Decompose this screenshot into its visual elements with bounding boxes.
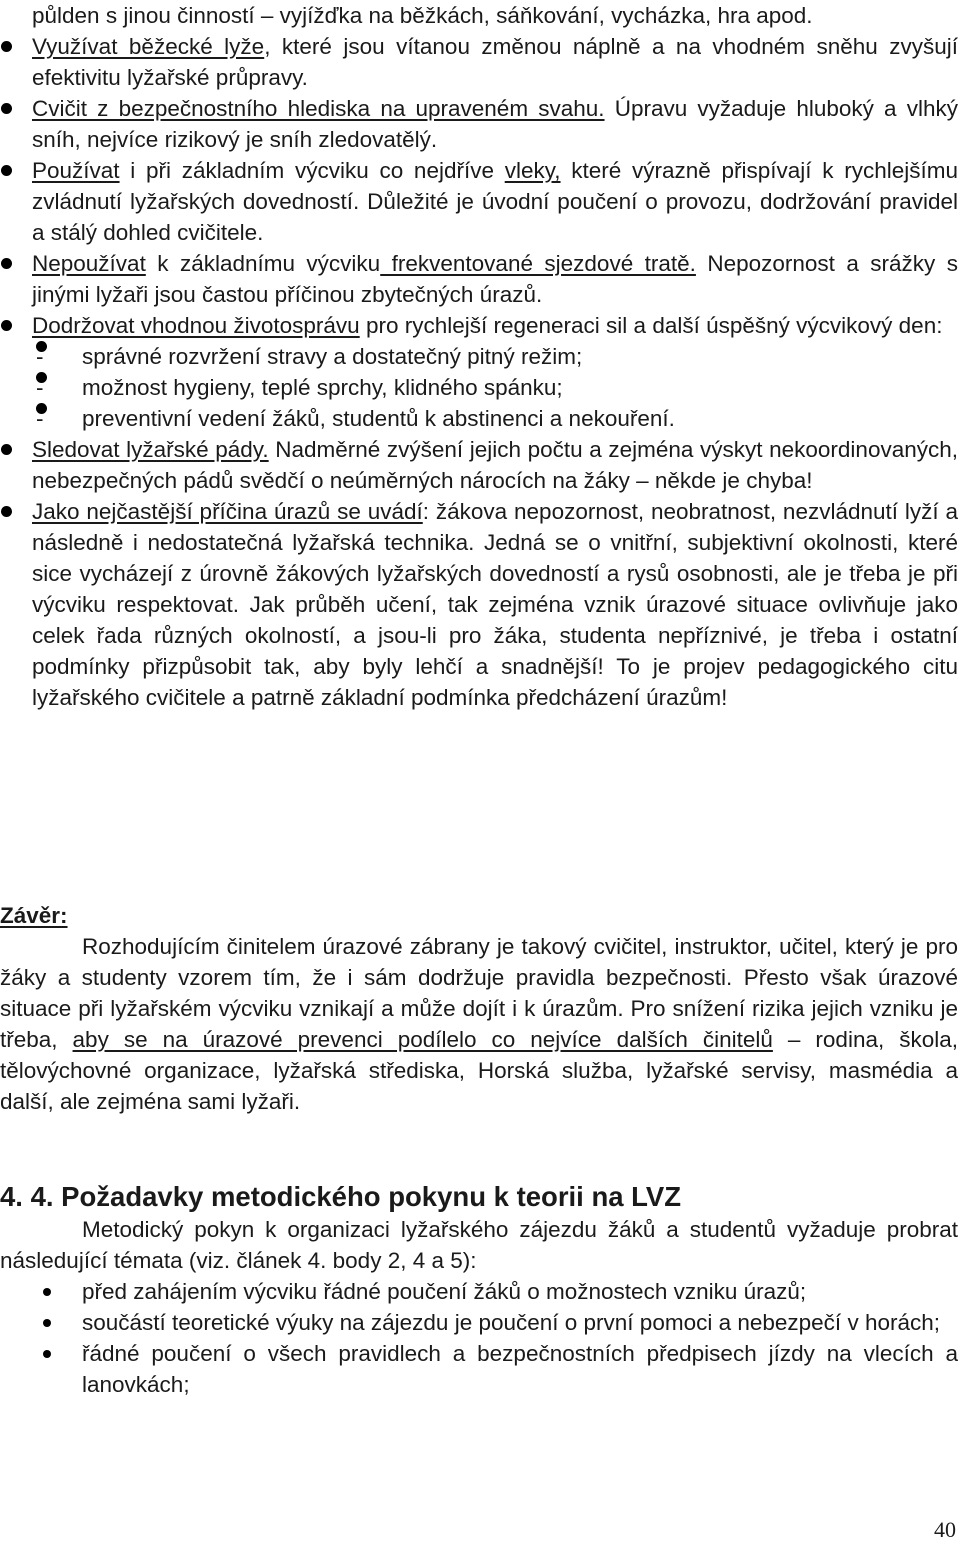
dash-item: - možnost hygieny, teplé sprchy, klidného spánku; <box>0 372 958 403</box>
rule-text <box>32 310 958 341</box>
continuation-text <box>0 0 958 31</box>
rule-item <box>0 496 958 713</box>
text-segment: i při základním výcviku co nejdříve <box>119 158 505 183</box>
rule-text <box>32 31 958 93</box>
underlined-text: Cvičit z bezpečnostního hlediska na upraveném svahu. <box>32 96 605 121</box>
text-segment: k základnímu výcviku <box>145 251 381 276</box>
topic-item: součástí teoretické výuky na zájezdu je poučení o první pomoci a nebezpečí v horách; <box>0 1307 958 1338</box>
text-segment: , které jsou vítanou změnou náplně a na vhodném sněhu zvyšují efektivitu lyžařské průpravy. <box>32 34 958 90</box>
rule-item <box>0 93 958 155</box>
page-number: 40 <box>934 1517 956 1542</box>
underlined-text: Sledovat lyžařské pády. <box>32 437 269 462</box>
rule-item <box>0 31 958 93</box>
text-segment: Rozhodujícím činitelem úrazové zábrany je takový cvičitel, instruktor, učitel, který je pro žáky a studenty vzorem tím, že i sám dodržuje pravidla bezpečnosti. Přesto však úrazové situace při lyžařském výcviku vznikají a může dojít i k úrazům. Pro snížení rizika jejich vzniku je třeba, <box>0 934 958 1052</box>
topics-list <box>0 1276 958 1400</box>
safety-rules-block <box>0 0 958 713</box>
rule-text <box>32 155 958 248</box>
underlined-text: Nepoužívat <box>32 251 146 276</box>
text-segment: Nadměrné zvýšení jejich počtu a zejména výskyt nekoordinovaných, nebezpečných pádů svědčí o neúměrných nárocích na žáky – někde je chyba! <box>32 437 958 493</box>
safety-rules-list <box>0 31 958 713</box>
text-segment: – rodina, škola, tělovýchovné organizace, lyžařská střediska, Horská služba, lyžařské servisy, masmédia a další, ale zejména sami lyžaři. <box>0 1027 958 1114</box>
rule-text <box>32 93 958 155</box>
rule-item <box>0 248 958 310</box>
rule-text <box>32 434 958 496</box>
section-heading: 4. 4. Požadavky metodického pokynu k teorii na LVZ <box>0 1181 682 1212</box>
underlined-text: Používat <box>32 158 120 183</box>
conclusion-paragraph <box>0 931 958 1117</box>
topic-item: řádné poučení o všech pravidlech a bezpečnostních předpisech jízdy na vlecích a lanovkách; <box>0 1338 958 1400</box>
underlined-text: vleky, <box>504 158 561 183</box>
conclusion-title: Závěr: <box>0 903 68 928</box>
dash-list <box>0 341 958 434</box>
underlined-text: Využívat běžecké lyže <box>32 34 265 59</box>
text-segment: půlden s jinou činností – vyjížďka na běžkách, sáňkování, vycházka, hra apod. <box>32 3 813 28</box>
conclusion-section <box>0 900 958 1117</box>
rule-text <box>32 248 958 310</box>
underlined-text: Dodržovat vhodnou životosprávu <box>32 313 360 338</box>
underlined-text: frekventované sjezdové tratě. <box>380 251 696 276</box>
dash-item: - preventivní vedení žáků, studentů k abstinenci a nekouření. <box>0 403 958 434</box>
rule-text <box>32 496 958 713</box>
text-segment: Úpravu vyžaduje hluboký a vlhký sníh, nejvíce rizikový je sníh zledovatělý. <box>32 96 958 152</box>
rule-item <box>0 155 958 248</box>
section-intro: Metodický pokyn k organizaci lyžařského zájezdu žáků a studentů vyžaduje probrat následující témata (viz. článek 4. body 2, 4 a 5): <box>0 1217 958 1273</box>
text-segment: : žákova nepozornost, neobratnost, nezvládnutí lyží a následně i nedostatečná lyžařská technika. Jedná se o vnitřní, subjektivní okolnosti, které sice vycházejí z úrovně žákových lyžařských dovedností a rysů osobnosti, ale je třeba je při výcviku respektovat. Jak průběh učení, tak zejména vznik úrazové situace ovlivňuje jako celek řada různých okolností, a jsou-li pro žáka, studenta nepříznivé, je třeba i ostatní podmínky přizpůsobit tak, aby byly lehčí a snadnější! To je projev pedagogického citu lyžařského cvičitele a patrně základní podmínka předcházení úrazům! <box>32 499 958 710</box>
text-segment: pro rychlejší regeneraci sil a další úspěšný výcvikový den: <box>359 313 943 338</box>
underlined-text: aby se na úrazové prevenci podílelo co nejvíce dalších činitelů <box>72 1027 773 1052</box>
rule-item <box>0 310 958 434</box>
methodical-section <box>0 1180 958 1400</box>
topic-item: před zahájením výcviku řádné poučení žáků o možnostech vzniku úrazů; <box>0 1276 958 1307</box>
text-segment: Nepozornost a srážky s jinými lyžaři jsou častou příčinou zbytečných úrazů. <box>32 251 958 307</box>
underlined-text: Jako nejčastější příčina úrazů se uvádí <box>32 499 423 524</box>
dash-item: - správné rozvržení stravy a dostatečný pitný režim; <box>0 341 958 372</box>
text-segment: které výrazně přispívají k rychlejšímu zvládnutí lyžařských dovedností. Důležité je úvodní poučení o provozu, dodržování pravidel a stálý dohled cvičitele. <box>32 158 958 245</box>
rule-item <box>0 434 958 496</box>
